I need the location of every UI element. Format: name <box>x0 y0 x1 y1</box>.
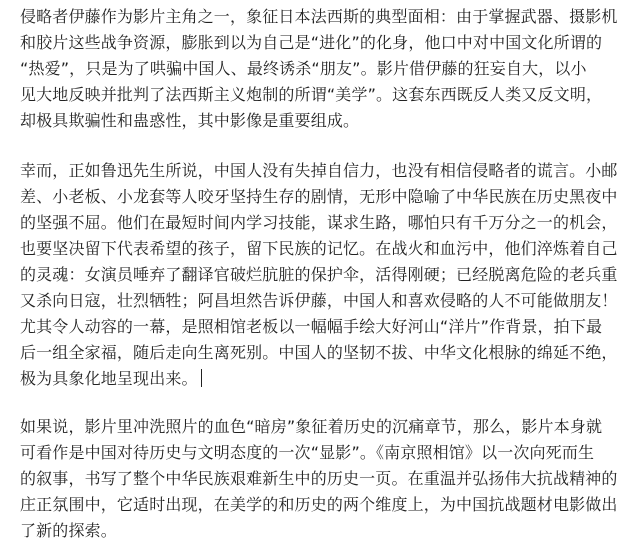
paragraph-2 <box>0 158 624 392</box>
paragraph-1-text: 侵略者伊藤作为影片主角之一，象征日本法西斯的典型面相：由于掌握武器、摄影机 和胶片这些战争资源，膨胀到以为自己是“进化”的化身，他口中对中国文化所谓的 “热爱”，只是为了哄骗中国人、最终诱杀“朋友”。影片借伊藤的狂妄自大，以小 见大地反映并批判了法西斯主义炮制的所谓“美学”。这套东西既反人类又反文明， 却极具欺骗性和蛊惑性，其中影像是重要组成。 <box>20 7 618 130</box>
paragraph-1 <box>0 4 624 134</box>
text-cursor <box>201 369 202 387</box>
paragraph-3 <box>0 414 624 544</box>
paragraph-3-text: 如果说，影片里冲洗照片的血色“暗房”象征着历史的沉痛章节，那么，影片本身就 可看作是中国对待历史与文明态度的一次“显影”。《南京照相馆》以一次向死而生 的叙事，书写了整个中华民族艰难新生中的历史一页。在重温并弘扬伟大抗战精神的 庄正氛围中，它适时出现，在美学的和历史的两个维度上，为中国抗战题材电影做出 了新的探索。 <box>20 417 618 540</box>
paragraph-2-text: 幸而，正如鲁迅先生所说，中国人没有失掉自信力，也没有相信侵略者的谎言。小邮 差、小老板、小龙套等人咬牙坚持生存的剧情，无形中隐喻了中华民族在历史黑夜中 的坚强不屈。他们在最短时间内学习技能，谋求生路，哪怕只有千万分之一的机会， 也要坚决留下代表希望的孩子，留下民族的记忆。在战火和血污中，他们淬炼着自己 的灵魂：女演员唾弃了翻译官破烂肮脏的保护伞，活得刚硬；已经脱离危险的老兵重 又杀向日寇，壮烈牺牲；阿昌坦然告诉伊藤，中国人和喜欢侵略的人不可能做朋友！ 尤其令人动容的一幕，是照相馆老板以一幅幅手绘大好河山“洋片”作背景，拍下最 后一组全家福，随后走向生离死别。中国人的坚韧不拔、中华文化根脉的绵延不绝， 极为具象化地呈现出来。 <box>20 161 618 388</box>
